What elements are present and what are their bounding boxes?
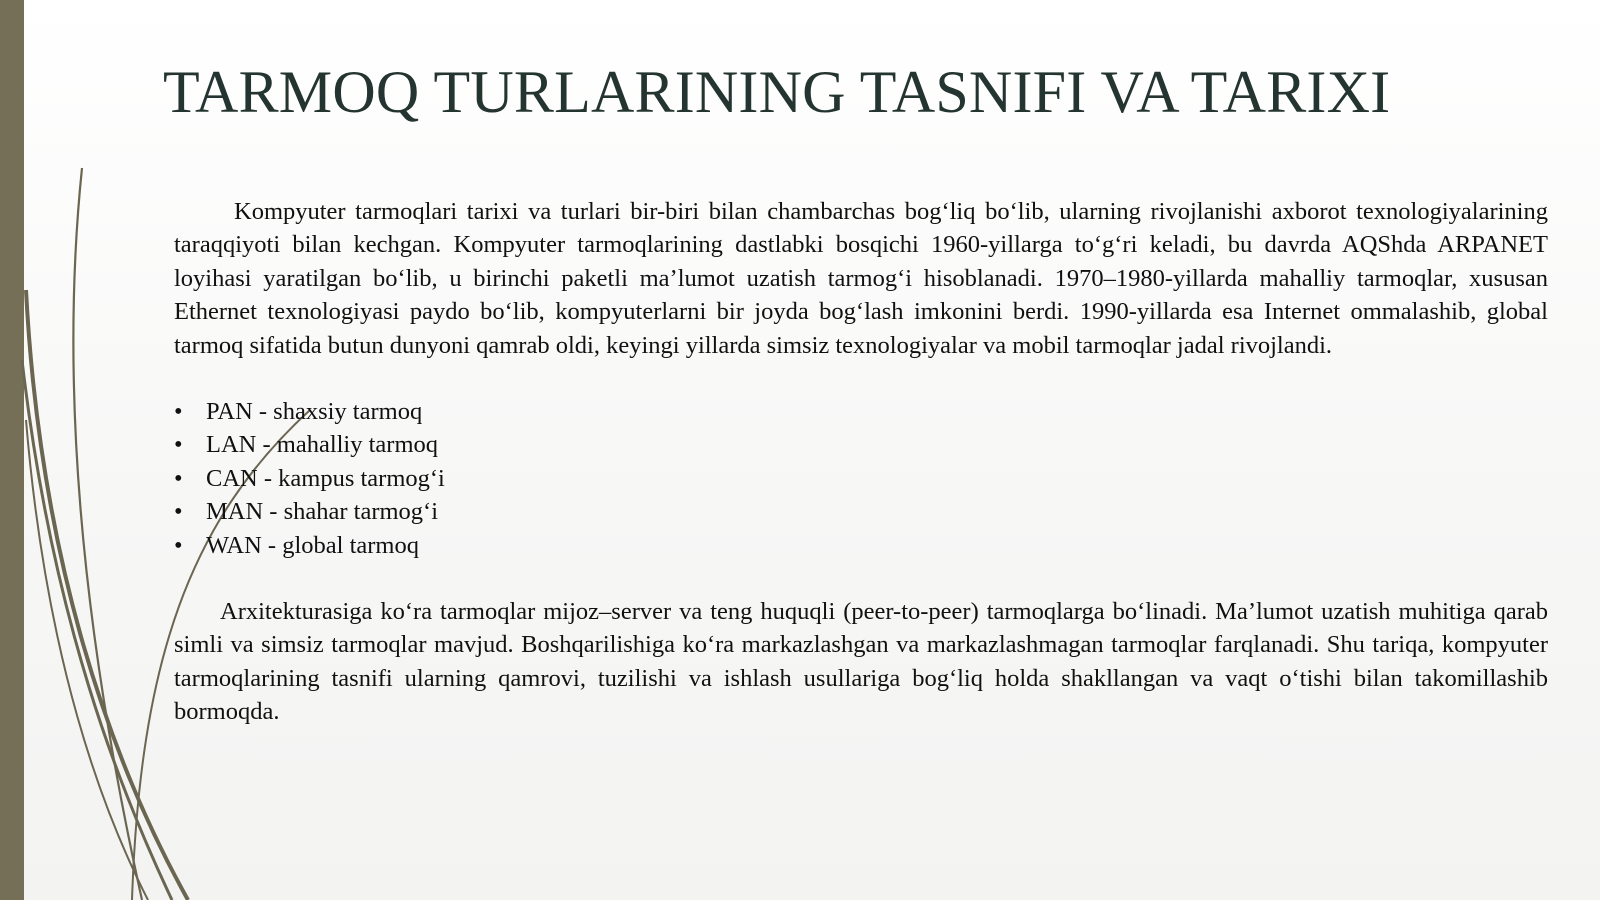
spacer bbox=[174, 362, 1548, 395]
bullet-icon: • bbox=[174, 398, 183, 426]
bullet-icon: • bbox=[174, 498, 183, 526]
spacer bbox=[174, 562, 1548, 595]
bullet-icon: • bbox=[174, 431, 183, 459]
list-item-wan bbox=[174, 529, 1548, 562]
list-item-text: PAN - shaxsiy tarmoq bbox=[206, 398, 423, 426]
bullet-icon: • bbox=[174, 464, 183, 492]
network-types-list bbox=[174, 395, 1548, 562]
list-item-text: CAN - kampus tarmog‘i bbox=[206, 464, 445, 492]
slide-content bbox=[174, 195, 1548, 729]
list-item-can bbox=[174, 462, 1548, 495]
list-item-pan bbox=[174, 395, 1548, 428]
list-item-text: MAN - shahar tarmog‘i bbox=[206, 498, 439, 526]
list-item-man bbox=[174, 495, 1548, 528]
intro-paragraph: Kompyuter tarmoqlari tarixi va turlari bir-biri bilan chambarchas bog‘liq bo‘lib, ularning rivojlanishi axborot texnologiyalarining taraqqiyoti bilan kechgan. Kompyuter tarmoqlarining dastlabki bosqichi 1960-yillarga to‘g‘ri keladi, bu davrda AQShda ARPANET loyihasi yaratilgan bo‘lib, u birinchi paketli ma’lumot uzatish tarmog‘i hisoblanadi. 1970–1980-yillarda mahalliy tarmoqlar, xususan Ethernet texnologiyasi paydo bo‘lib, kompyuterlarni bir joyda bog‘lash imkonini berdi. 1990-yillarda esa Internet ommalashib, global tarmoq sifatida butun dunyoni qamrab oldi, keyingi yillarda simsiz texnologiyalar va mobil tarmoqlar jadal rivojlandi. bbox=[174, 198, 1548, 359]
list-item-text: LAN - mahalliy tarmoq bbox=[206, 431, 439, 459]
architecture-paragraph: Arxitekturasiga ko‘ra tarmoqlar mijoz–server va teng huquqli (peer-to-peer) tarmoqlarga bo‘linadi. Ma’lumot uzatish muhitiga qarab simli va simsiz tarmoqlar mavjud. Boshqarilishiga ko‘ra markazlashgan va markazlashmagan tarmoqlar farqlanadi. Shu tariqa, kompyuter tarmoqlarining tasnifi ularning qamrovi, tuzilishi va ishlash usullariga bog‘liq holda shakllangan va vaqt o‘tishi bilan takomillashib bormoqda. bbox=[174, 598, 1548, 726]
left-accent-bar bbox=[0, 0, 24, 900]
bullet-icon: • bbox=[174, 531, 183, 559]
slide-title: TARMOQ TURLARINING TASNIFI VA TARIXI bbox=[163, 59, 1391, 125]
list-item-text: WAN - global tarmoq bbox=[206, 531, 419, 559]
list-item-lan bbox=[174, 428, 1548, 461]
